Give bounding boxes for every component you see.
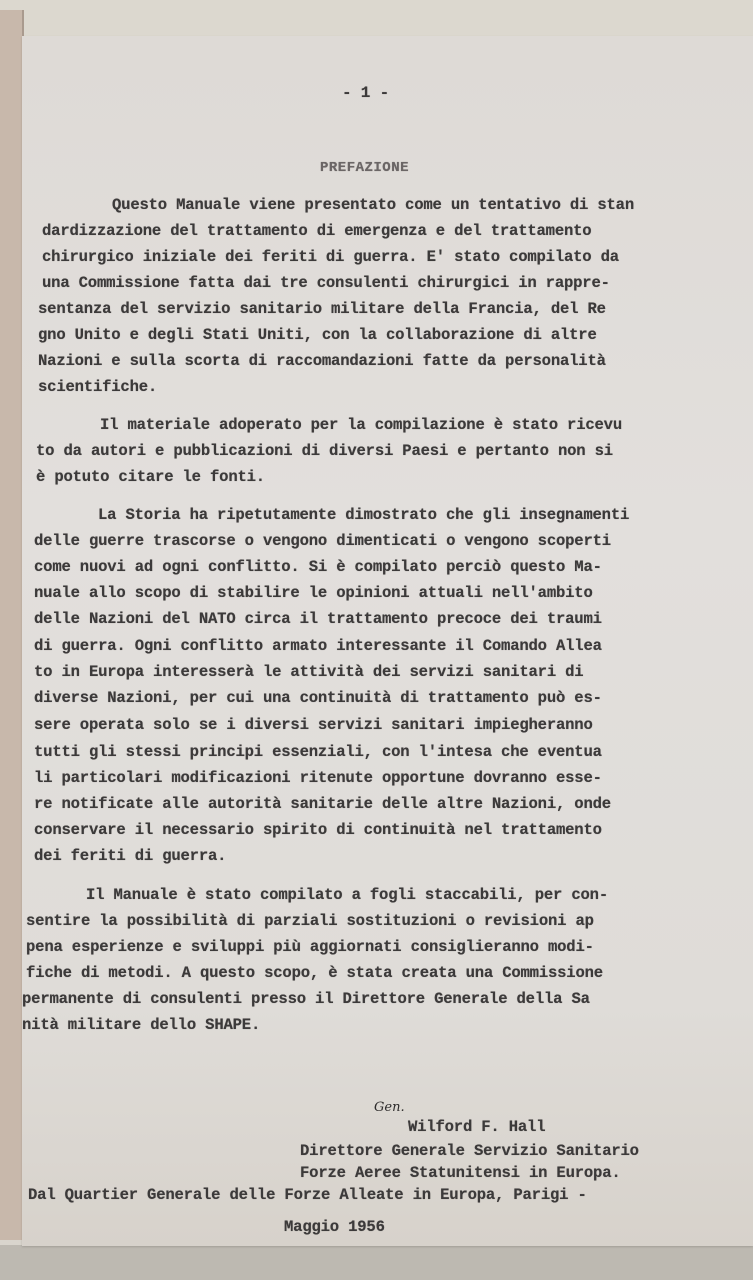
paragraph-line: diverse Nazioni, per cui una continuità di trattamento può es- (34, 689, 602, 707)
paragraph-line: una Commissione fatta dai tre consulenti chirurgici in rappre- (42, 274, 610, 292)
document-page (22, 36, 753, 1246)
handwritten-rank: Gen. (374, 1100, 405, 1115)
paragraph-line: chirurgico iniziale dei feriti di guerra. E' stato compilato da (42, 248, 619, 266)
paragraph-line: delle Nazioni del NATO circa il trattamento precoce dei traumi (34, 610, 602, 628)
signatory-role-line2: Forze Aeree Statunitensi in Europa. (300, 1164, 621, 1182)
previous-page-edge (0, 10, 24, 1240)
background-top (0, 0, 753, 40)
signatory-name: Wilford F. Hall (408, 1118, 546, 1136)
page-number: - 1 - (342, 84, 390, 102)
paragraph-line: sere operata solo se i diversi servizi sanitari impiegheranno (34, 716, 593, 734)
paragraph-line: pena esperienze e sviluppi più aggiornati consiglieranno modi- (26, 938, 594, 956)
paragraph-line: La Storia ha ripetutamente dimostrato che gli insegnamenti (98, 506, 630, 524)
paragraph-line: scientifiche. (38, 378, 158, 396)
paragraph-line: re notificate alle autorità sanitarie delle altre Nazioni, onde (34, 795, 611, 813)
paragraph-line: è potuto citare le fonti. (36, 468, 265, 486)
paragraph-line: conservare il necessario spirito di continuità nel trattamento (34, 821, 602, 839)
paragraph-line: Il Manuale è stato compilato a fogli staccabili, per con- (86, 886, 608, 904)
paragraph-line: gno Unito e degli Stati Uniti, con la collaborazione di altre (38, 326, 597, 344)
paragraph-line: sentanza del servizio sanitario militare della Francia, del Re (38, 300, 606, 318)
paragraph-line: come nuovi ad ogni conflitto. Si è compilato perciò questo Ma- (34, 558, 602, 576)
paragraph-line: tutti gli stessi principi essenziali, con l'intesa che eventua (34, 743, 602, 761)
paragraph-line: di guerra. Ogni conflitto armato interessante il Comando Allea (34, 637, 602, 655)
paragraph-line: fiche di metodi. A questo scopo, è stata creata una Commissione (26, 964, 603, 982)
paragraph-line: Nazioni e sulla scorta di raccomandazioni fatte da personalità (38, 352, 606, 370)
date-line: Maggio 1956 (284, 1218, 385, 1236)
paragraph-line: dardizzazione del trattamento di emergenza e del trattamento (42, 222, 592, 240)
paragraph-line: to in Europa interesserà le attività dei servizi sanitari di (34, 663, 584, 681)
paragraph-line: delle guerre trascorse o vengono dimenticati o vengono scoperti (34, 532, 611, 550)
paragraph-line: permanente di consulenti presso il Direttore Generale della Sa (22, 990, 590, 1008)
paragraph-line: Il materiale adoperato per la compilazione è stato ricevu (100, 416, 622, 434)
location-line: Dal Quartier Generale delle Forze Alleate in Europa, Parigi - (28, 1186, 587, 1204)
paragraph-line: Questo Manuale viene presentato come un tentativo di stan (112, 196, 634, 214)
background-bottom (0, 1245, 753, 1280)
page-title: PREFAZIONE (320, 160, 410, 176)
paragraph-line: dei feriti di guerra. (34, 847, 227, 865)
signatory-role-line1: Direttore Generale Servizio Sanitario (300, 1142, 639, 1160)
paragraph-line: to da autori e pubblicazioni di diversi Paesi e pertanto non si (36, 442, 613, 460)
paragraph-line: li particolari modificazioni ritenute opportune dovranno esse- (34, 769, 602, 787)
paragraph-line: nuale allo scopo di stabilire le opinioni attuali nell'ambito (34, 584, 593, 602)
paragraph-line: sentire la possibilità di parziali sostituzioni o revisioni ap (26, 912, 594, 930)
paragraph-line: nità militare dello SHAPE. (22, 1016, 261, 1034)
